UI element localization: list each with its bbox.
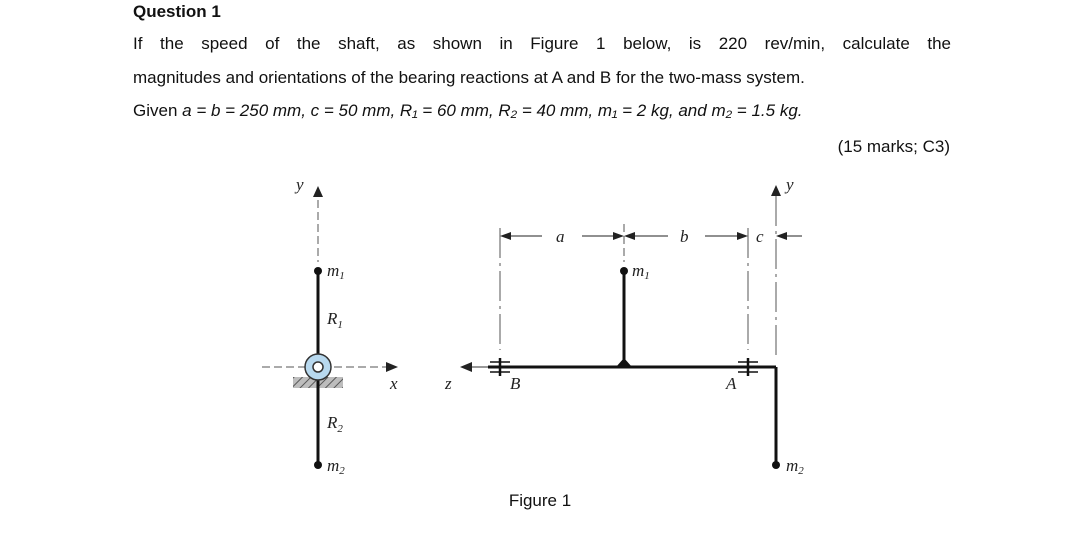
right-y-axis-label: y	[786, 175, 794, 194]
question-title: Question 1	[133, 2, 221, 21]
dimension-c-label: c	[756, 227, 764, 246]
z-axis-arrowhead	[460, 362, 472, 372]
z-axis-label: z	[445, 374, 452, 393]
given-values: a = b = 250 mm, c = 50 mm, R₁ = 60 mm, R₂ = 40 mm, m₁ = 2 kg, and m₂ = 1.5 kg.	[182, 101, 803, 120]
given-prefix: Given	[133, 101, 183, 120]
left-radius-1-label: $R_1$	[327, 309, 343, 331]
left-x-axis-label: x	[390, 374, 398, 393]
right-mass-1-dot	[620, 267, 628, 275]
bearing-b-label: B	[510, 374, 521, 393]
right-side-view	[444, 175, 804, 477]
left-mass-1-dot	[314, 267, 322, 275]
right-y-axis-arrowhead	[771, 185, 781, 196]
dimension-b-label: b	[680, 227, 689, 246]
left-y-axis-arrowhead	[313, 186, 323, 197]
right-mass-2-dot	[772, 461, 780, 469]
left-mass-2-dot	[314, 461, 322, 469]
left-mass-2-label: m2	[327, 456, 345, 477]
question-text-line-1: If the speed of the shaft, as shown in Figure 1 below, is 220 rev/min, calculate the	[133, 34, 951, 53]
left-x-axis-arrowhead	[386, 362, 398, 372]
left-end-view	[262, 175, 398, 477]
shaft-center	[313, 362, 323, 372]
dimension-a	[500, 227, 624, 246]
marks-label: (15 marks; C3)	[837, 137, 950, 156]
right-mass-2-label: m2	[786, 456, 804, 477]
dimension-b	[624, 227, 748, 246]
question-text-line-2: magnitudes and orientations of the bearing reactions at A and B for the two-mass system.	[133, 68, 805, 87]
figure-caption: Figure 1	[508, 491, 572, 510]
left-y-axis-label: y	[296, 175, 304, 194]
bearing-a-label: A	[726, 374, 737, 393]
left-mass-1-label: m1	[327, 261, 345, 282]
dimension-c	[756, 227, 802, 246]
dimension-a-label: a	[556, 227, 565, 246]
right-mass-1-label: m1	[632, 261, 650, 282]
right-arm-m1-fillet	[616, 358, 632, 367]
left-radius-2-label: $R_2$	[327, 413, 343, 435]
